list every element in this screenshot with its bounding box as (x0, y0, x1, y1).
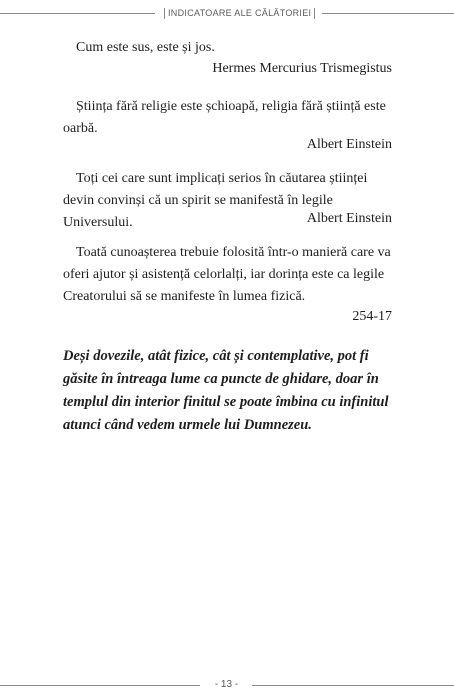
quote-text-1: Cum este sus, este și jos. (76, 40, 215, 55)
footer-rule-left (0, 685, 200, 686)
quote-text-4: Toată cunoașterea trebuie folosită într-o manieră care va oferi ajutor și asistență celorlalți, iar dorința este ca legile Creatorului să se manifeste în lumea fizică. (63, 245, 391, 304)
closing-paragraph: Deși dovezile, atât fizice, cât și contemplative, pot fi găsite în întreaga lume ca puncte de ghidare, doar în templul din interior finitul se poate îmbina cu infinitul atunci când vedem urmele lui Dumnezeu. (63, 348, 389, 433)
header-rule-left (0, 13, 155, 14)
quote-author-2: Albert Einstein (306, 137, 392, 152)
header-rule-right (322, 13, 454, 14)
header-tick-right (314, 8, 315, 19)
quote-text-3: Toți cei care sunt implicați serios în căutarea științei devin convinși că un spirit se manifestă în legile Universului. (63, 171, 368, 230)
page-number: - 13 - (214, 679, 239, 690)
running-header (0, 6, 454, 20)
quote-author-4: 254-17 (352, 309, 392, 324)
header-title: INDICATOARE ALE CĂLĂTORIEI (168, 8, 312, 18)
quote-text-2: Știința fără religie este șchioapă, religia fără știință este oarbă. (63, 99, 386, 136)
header-tick-left (164, 8, 165, 19)
footer-rule-right (252, 685, 454, 686)
page-footer (0, 678, 454, 692)
quote-author-1: Hermes Mercurius Trismegistus (212, 61, 392, 76)
quote-author-3: Albert Einstein (306, 211, 392, 226)
